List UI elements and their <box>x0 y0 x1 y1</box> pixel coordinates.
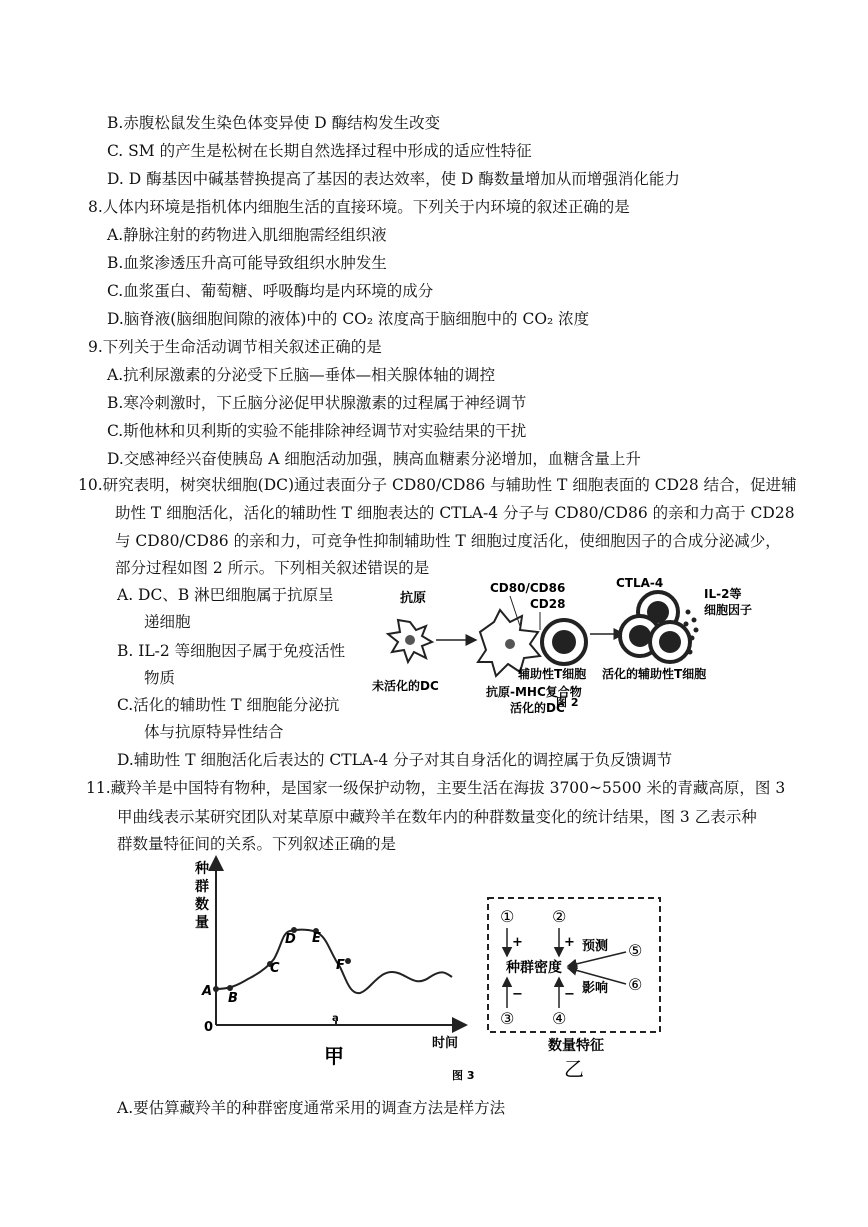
cd28-label: CD28 <box>530 597 566 611</box>
point-a-marker <box>213 986 219 992</box>
point-f-label: F <box>336 958 345 973</box>
q10-stem-line1: 10.研究表明，树突状细胞(DC)通过表面分子 CD80/CD86 与辅助性 T 细胞表面的 CD28 结合，促进辅 <box>78 476 797 494</box>
panel-jia-label: 甲 <box>324 1044 344 1068</box>
figure-3-caption: 图 3 <box>452 1069 475 1082</box>
q9-option-c: C.斯他林和贝利斯的实验不能排除神经调节对实验结果的干扰 <box>107 422 527 440</box>
q10-option-b-line2: 物质 <box>144 669 176 687</box>
figure-2-caption: 图 2 <box>556 696 579 709</box>
affect-label: 影响 <box>582 981 609 996</box>
unactivated-dc-icon <box>388 620 432 662</box>
q9-option-b: B.寒冷刺激时，下丘脑分泌促甲状腺激素的过程属于神经调节 <box>107 394 527 412</box>
il2-label: IL-2等 <box>704 587 742 601</box>
node-5: ⑤ <box>628 941 643 960</box>
q10-stem-line3: 与 CD80/CD86 的亲和力，可竞争性抑制辅助性 T 细胞过度活化，使细胞因子的合成分泌减少， <box>115 532 781 550</box>
x-mark-a: a <box>332 1013 339 1024</box>
q9-option-a: A.抗利尿激素的分泌受下丘脑—垂体—相关腺体轴的调控 <box>107 366 496 384</box>
minus-2: − <box>564 987 575 1002</box>
node-4: ④ <box>552 1009 567 1028</box>
ctla4-label: CTLA-4 <box>616 576 664 590</box>
q7-option-c: C. SM 的产生是松树在长期自然选择过程中形成的适应性特征 <box>107 142 532 160</box>
q11-option-a: A.要估算藏羚羊的种群密度通常采用的调查方法是样方法 <box>117 1099 506 1117</box>
activated-t-label: 活化的辅助性T细胞 <box>602 667 707 681</box>
point-d-label: D <box>285 932 296 947</box>
q8-stem: 8.人体内环境是指机体内细胞生活的直接环境。下列关于内环境的叙述正确的是 <box>88 198 630 216</box>
q9-stem: 9.下列关于生命活动调节相关叙述正确的是 <box>88 338 382 356</box>
x-axis-label: 时间 <box>432 1036 459 1051</box>
cd80-cd86-label: CD80/CD86 <box>490 581 566 595</box>
q10-stem-line2: 助性 T 细胞活化，活化的辅助性 T 细胞表达的 CTLA-4 分子与 CD80/CD86 的亲和力高于 CD28 <box>115 504 795 522</box>
q7-option-d: D. D 酶基因中碱基替换提高了基因的表达效率，使 D 酶数量增加从而增强消化能力 <box>107 170 680 188</box>
point-b-label: B <box>228 991 238 1006</box>
q8-option-b: B.血浆渗透压升高可能导致组织水肿发生 <box>107 254 387 272</box>
node-6: ⑥ <box>628 975 643 994</box>
q10-option-a-line2: 递细胞 <box>144 613 191 631</box>
node-2: ② <box>552 907 567 926</box>
antigen-label: 抗原 <box>400 591 427 606</box>
figure-3-diagram <box>482 892 672 1080</box>
node-1: ① <box>500 907 515 926</box>
minus-1: − <box>512 987 523 1002</box>
cytokine-label: 细胞因子 <box>704 603 753 617</box>
figure-3-graph <box>190 855 480 1085</box>
q8-option-d: D.脑脊液(脑细胞间隙的液体)中的 CO₂ 浓度高于脑细胞中的 CO₂ 浓度 <box>107 310 590 328</box>
q9-option-d: D.交感神经兴奋使胰岛 A 细胞活动加强，胰高血糖素分泌增加，血糖含量上升 <box>107 450 641 468</box>
point-c-label: C <box>270 961 280 976</box>
q10-option-c-line2: 体与抗原特异性结合 <box>144 723 284 741</box>
q10-option-b-line1: B. IL-2 等细胞因子属于免疫活性 <box>117 642 346 660</box>
helper-t-label: 辅助性T细胞 <box>518 667 587 681</box>
node-3: ③ <box>500 1009 515 1028</box>
q7-option-b: B.赤腹松鼠发生染色体变异使 D 酶结构发生改变 <box>107 114 441 132</box>
q10-option-d: D.辅助性 T 细胞活化后表达的 CTLA-4 分子对其自身活化的调控属于负反馈调节 <box>117 751 673 769</box>
q11-stem-line3: 群数量特征间的关系。下列叙述正确的是 <box>117 835 397 853</box>
q10-option-c-line1: C.活化的辅助性 T 细胞能分泌抗 <box>117 696 340 714</box>
population-density-label: 种群密度 <box>506 960 562 976</box>
q10-option-a-line1: A. DC、B 淋巴细胞属于抗原呈 <box>117 586 334 604</box>
q11-stem-line1: 11.藏羚羊是中国特有物种，是国家一级保护动物，主要生活在海拔 3700~5500 米的青藏高原，图 3 <box>86 779 786 797</box>
origin-label: 0 <box>204 1020 214 1035</box>
plus-2: + <box>564 935 575 950</box>
panel-yi-label: 乙 <box>564 1057 584 1080</box>
y-label-4: 量 <box>195 915 209 931</box>
quantity-features-label: 数量特征 <box>548 1038 604 1054</box>
complex-label: 抗原-MHC复合物 <box>486 685 582 699</box>
y-label-1: 种 <box>195 861 209 877</box>
point-f-marker <box>345 958 351 964</box>
figure-2-diagram <box>370 572 770 722</box>
plus-1: + <box>512 935 523 950</box>
predict-label: 预测 <box>582 939 609 954</box>
point-e-label: E <box>312 931 321 946</box>
y-label-3: 数 <box>195 897 209 913</box>
helper-t-cell-icon <box>542 620 586 664</box>
unactivated-dc-label: 未活化的DC <box>372 679 439 693</box>
q11-stem-line2: 甲曲线表示某研究团队对某草原中藏羚羊在数年内的种群数量变化的统计结果，图 3 乙表示种 <box>117 808 757 826</box>
activated-dc-label: 活化的DC <box>510 701 565 715</box>
q8-option-a: A.静脉注射的药物进入肌细胞需经组织液 <box>107 226 387 244</box>
y-label-2: 群 <box>195 879 209 895</box>
population-curve <box>216 930 452 993</box>
point-a-label: A <box>202 984 213 999</box>
q8-option-c: C.血浆蛋白、葡萄糖、呼吸酶均是内环境的成分 <box>107 282 434 300</box>
q10-stem-line4: 部分过程如图 2 所示。下列相关叙述错误的是 <box>115 559 430 577</box>
activated-t-cells-icon <box>620 592 699 662</box>
